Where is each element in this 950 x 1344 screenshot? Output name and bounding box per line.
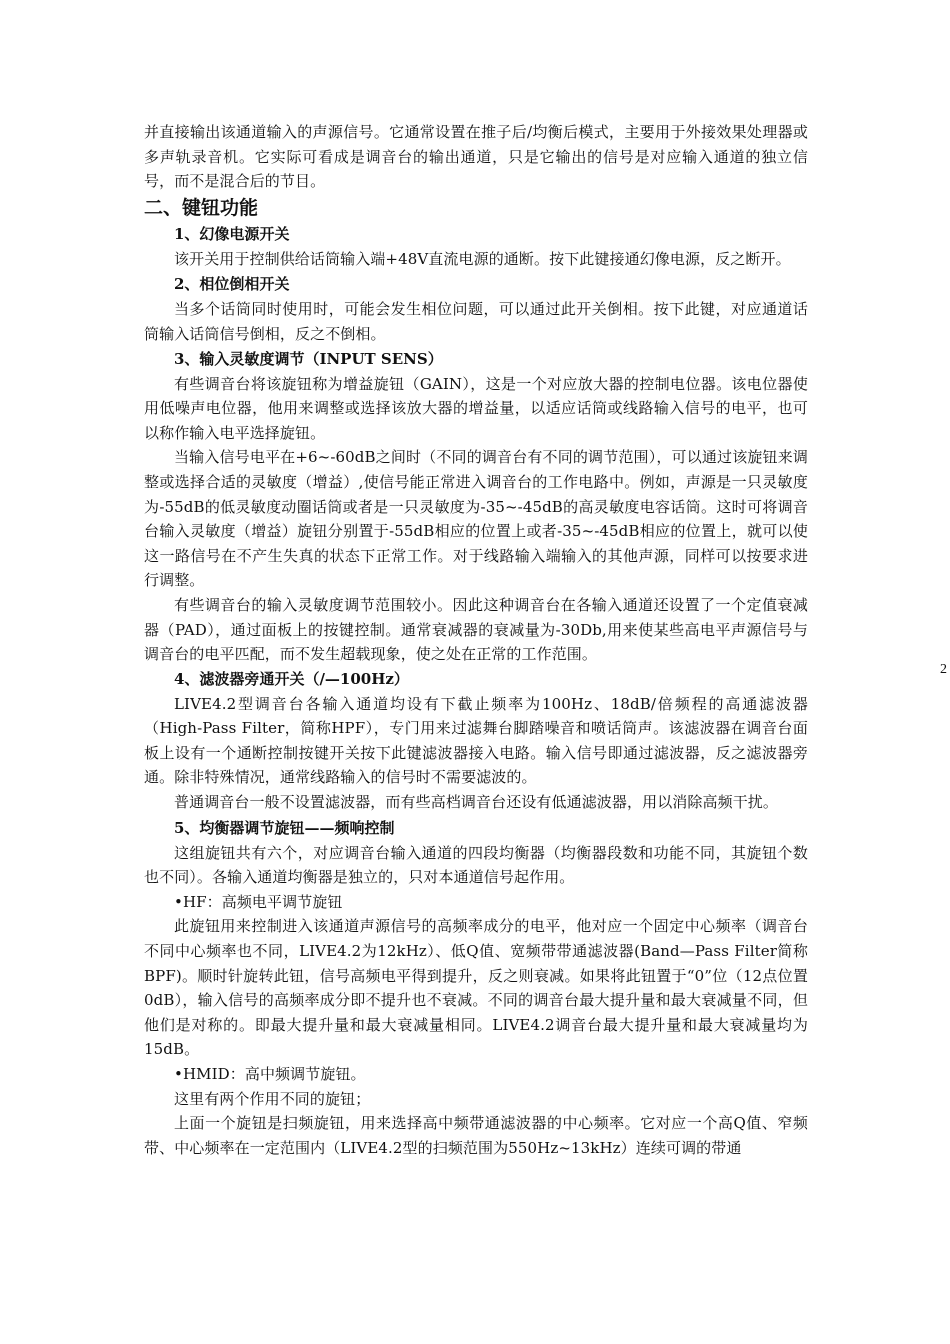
subheading-phase-invert: 2、相位倒相开关 [174, 275, 290, 294]
paragraph-input-level: 当输入信号电平在+6~-60dB之间时（不同的调音台有不同的调节范围），可以通过该旋钮来调整或选择合适的灵敏度（增益）,使信号能正常进入调音台的工作电路中。例如，声源是一只灵敏度为-55dB的低灵敏度动圈话筒或者是一只灵敏度为-35~-45dB的高灵敏度电容话筒。这时可将调音台输入灵敏度（增益）旋钮分别置于-55dB相应的位置上或者-35~-45dB相应的位置上，就可以使这一路信号在不产生失真的状态下正常工作。对于线路输入端输入的其他声源，同样可以按要求进行调整。 [144, 448, 808, 590]
paragraph-hpf: LIVE4.2型调音台各输入通道均设有下截止频率为100Hz、18dB/倍频程的高通滤波器（High-Pass Filter，简称HPF），专门用来过滤舞台脚踏噪音和喷话筒声。该滤波器在调音台面板上设有一个通断控制按键开关按下此键滤波器接入电路。输入信号即通过滤波器，反之滤波器旁通。除非特殊情况，通常线路输入的信号时不需要滤波的。 [144, 694, 808, 787]
paragraph-intro: 并直接输出该通道输入的声源信号。它通常设置在推子后/均衡后模式，主要用于外接效果处理器或多声轨录音机。它实际可看成是调音台的输出通道，只是它输出的信号是对应输入通道的独立信号，而不是混合后的节目。 [144, 123, 808, 191]
paragraph-hf: 此旋钮用来控制进入该通道声源信号的高频率成分的电平，他对应一个固定中心频率（调音台不同中心频率也不同，LIVE4.2为12kHz）、低Q值、宽频带带通滤波器(Band—Pass Filter简称BPF)。顺时针旋转此钮，信号高频电平得到提升，反之则衰减。如果将此钮置于“0”位（12点位置0dB），输入信号的高频率成分即不提升也不衰减。不同的调音台最大提升量和最大衰减量不同，但他们是对称的。即最大提升量和最大衰减量相同。LIVE4.2调音台最大提升量和最大衰减量均为15dB。 [144, 917, 808, 1059]
paragraph-hmid-two-knobs: 这里有两个作用不同的旋钮； [174, 1089, 371, 1108]
section-heading-button-functions: 二、键钮功能 [144, 196, 259, 219]
document-page [144, 120, 808, 1160]
paragraph-sweep-knob: 上面一个旋钮是扫频旋钮，用来选择高中频带通滤波器的中心频率。它对应一个高Q值、窄频带、中心频率在一定范围内（LIVE4.2型的扫频范围为550Hz~13kHz）连续可调的带通 [144, 1114, 808, 1157]
paragraph-pad: 有些调音台的输入灵敏度调节范围较小。因此这种调音台在各输入通道还设置了一个定值衰减器（PAD），通过面板上的按键控制。通常衰减器的衰减量为-30Db,用来使某些高电平声源信号与调音台的电平匹配，而不发生超载现象，使之处在正常的工作范围。 [144, 595, 808, 664]
subheading-input-sens: 3、输入灵敏度调节（INPUT SENS） [174, 349, 443, 368]
paragraph-eq-overview: 这组旋钮共有六个，对应调音台输入通道的四段均衡器（均衡器段数和功能不同，其旋钮个数也不同）。各输入通道均衡器是独立的，只对本通道信号起作用。 [144, 843, 808, 887]
subheading-filter-bypass: 4、滤波器旁通开关（/—100Hz） [174, 669, 409, 688]
bullet-hmid: •HMID：高中频调节旋钮。 [174, 1065, 366, 1083]
paragraph-lpf: 普通调音台一般不设置滤波器，而有些高档调音台还设有低通滤波器，用以消除高频干扰。 [174, 793, 779, 812]
bullet-hf: •HF：高频电平调节旋钮 [174, 892, 343, 911]
subheading-eq-knobs: 5、均衡器调节旋钮——频响控制 [174, 818, 395, 837]
subheading-phantom-power: 1、幻像电源开关 [174, 224, 290, 243]
page-number: 2 [940, 662, 947, 677]
paragraph-gain-knob: 有些调音台将该旋钮称为增益旋钮（GAIN），这是一个对应放大器的控制电位器。该电位器使用低噪声电位器，他用来调整或选择该放大器的增益量，以适应话筒或线路输入信号的电平，也可以称作输入电平选择旋钮。 [144, 374, 808, 442]
paragraph-phase-invert: 当多个话筒同时使用时，可能会发生相位问题，可以通过此开关倒相。按下此键，对应通道话筒输入话筒信号倒相，反之不倒相。 [144, 300, 808, 343]
paragraph-phantom-power: 该开关用于控制供给话筒输入端+48V直流电源的通断。按下此键接通幻像电源，反之断开。 [174, 249, 791, 268]
